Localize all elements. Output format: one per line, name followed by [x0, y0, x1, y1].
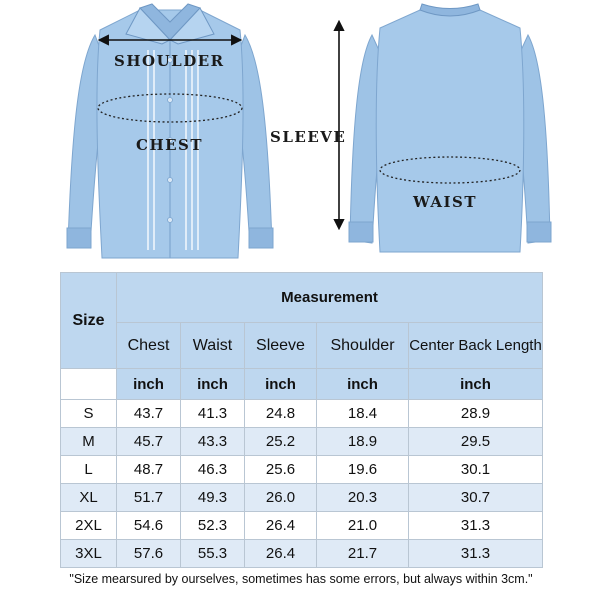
value-cell: 43.3: [181, 428, 245, 456]
value-cell: 25.2: [245, 428, 317, 456]
value-cell: 26.0: [245, 484, 317, 512]
value-cell: 19.6: [317, 456, 409, 484]
value-cell: 28.9: [409, 400, 543, 428]
table-row: [61, 428, 543, 456]
column-header: Sleeve: [245, 323, 317, 369]
value-cell: 51.7: [117, 484, 181, 512]
value-cell: 21.0: [317, 512, 409, 540]
value-cell: 45.7: [117, 428, 181, 456]
value-cell: 25.6: [245, 456, 317, 484]
unit-cell: inch: [117, 369, 181, 400]
value-cell: 31.3: [409, 540, 543, 568]
value-cell: 55.3: [181, 540, 245, 568]
sleeve-label: SLEEVE: [270, 128, 347, 146]
value-cell: 49.3: [181, 484, 245, 512]
value-cell: 30.7: [409, 484, 543, 512]
table-row: [61, 400, 543, 428]
unit-cell: inch: [409, 369, 543, 400]
value-cell: 24.8: [245, 400, 317, 428]
column-header: Chest: [117, 323, 181, 369]
table-columns-row: [61, 323, 543, 369]
shirt-figure: [0, 0, 600, 270]
value-cell: 20.3: [317, 484, 409, 512]
measurement-header: Measurement: [117, 273, 543, 323]
column-header: Center Back Length: [409, 323, 543, 369]
size-cell: S: [61, 400, 117, 428]
value-cell: 26.4: [245, 540, 317, 568]
units-spacer: [61, 369, 117, 400]
value-cell: 30.1: [409, 456, 543, 484]
value-cell: 18.4: [317, 400, 409, 428]
value-cell: 41.3: [181, 400, 245, 428]
unit-cell: inch: [245, 369, 317, 400]
chest-label: CHEST: [136, 136, 204, 154]
column-header: Shoulder: [317, 323, 409, 369]
size-chart-table: [60, 272, 543, 568]
value-cell: 54.6: [117, 512, 181, 540]
value-cell: 18.9: [317, 428, 409, 456]
size-note: "Size mearsured by ourselves, sometimes has some errors, but always within 3cm.": [69, 572, 533, 586]
front-shirt-icon: [67, 4, 273, 258]
value-cell: 26.4: [245, 512, 317, 540]
table-row: [61, 512, 543, 540]
waist-label: WAIST: [413, 193, 478, 211]
column-header: Waist: [181, 323, 245, 369]
back-shirt-icon: [349, 4, 551, 252]
table-row: [61, 456, 543, 484]
size-cell: 3XL: [61, 540, 117, 568]
value-cell: 43.7: [117, 400, 181, 428]
size-header: Size: [61, 273, 117, 369]
table-row: [61, 540, 543, 568]
shoulder-label: SHOULDER: [114, 52, 225, 70]
units-row: [61, 369, 543, 400]
table-row: [61, 484, 543, 512]
unit-cell: inch: [181, 369, 245, 400]
size-cell: XL: [61, 484, 117, 512]
value-cell: 21.7: [317, 540, 409, 568]
value-cell: 57.6: [117, 540, 181, 568]
size-cell: M: [61, 428, 117, 456]
value-cell: 52.3: [181, 512, 245, 540]
value-cell: 29.5: [409, 428, 543, 456]
value-cell: 48.7: [117, 456, 181, 484]
table-header-row: [61, 273, 543, 323]
value-cell: 46.3: [181, 456, 245, 484]
size-cell: L: [61, 456, 117, 484]
value-cell: 31.3: [409, 512, 543, 540]
unit-cell: inch: [317, 369, 409, 400]
size-cell: 2XL: [61, 512, 117, 540]
